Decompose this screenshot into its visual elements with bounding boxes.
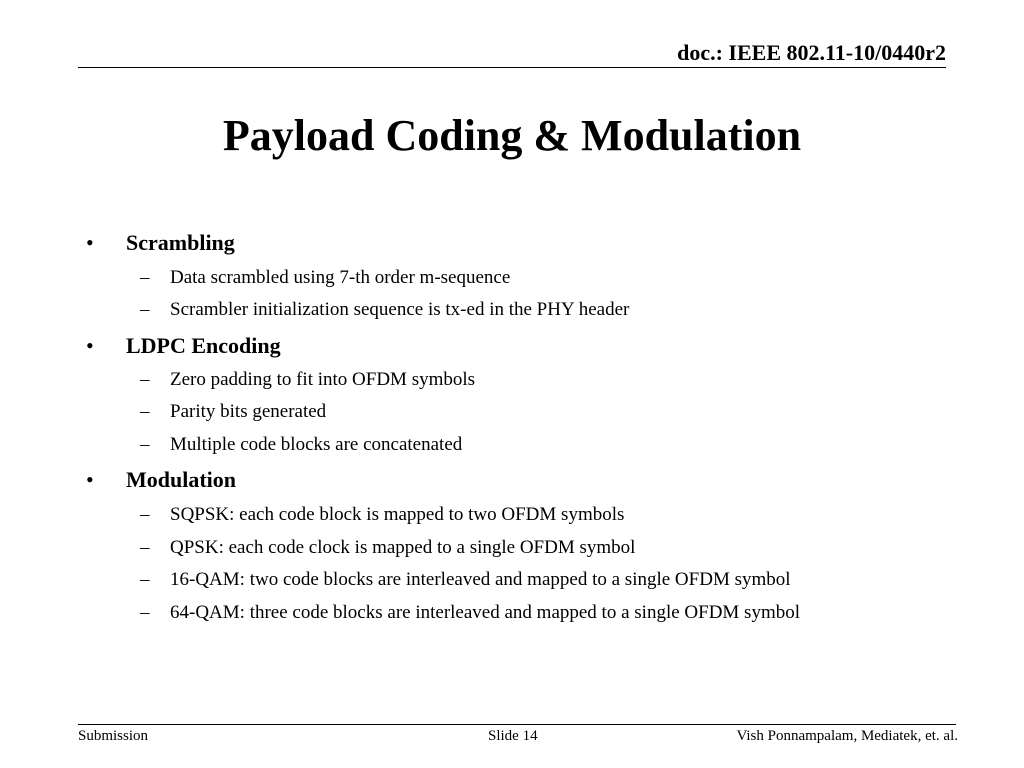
subbullet-text: Scrambler initialization sequence is tx-ed in the PHY header bbox=[170, 299, 630, 320]
document-id: doc.: IEEE 802.11-10/0440r2 bbox=[677, 40, 946, 65]
subbullet bbox=[140, 369, 475, 391]
footer-rule bbox=[78, 724, 956, 725]
subbullet bbox=[140, 602, 800, 624]
subbullet bbox=[140, 401, 326, 423]
subbullet bbox=[140, 504, 624, 526]
bullet-marker: • bbox=[86, 230, 94, 255]
footer-slide-number: Slide 14 bbox=[488, 728, 538, 744]
bullet-modulation bbox=[86, 467, 236, 493]
slide-title: Payload Coding & Modulation bbox=[222, 111, 802, 160]
footer-submission: Submission bbox=[78, 728, 149, 744]
bullet-scrambling bbox=[86, 230, 235, 256]
subbullet-marker: – bbox=[140, 537, 150, 558]
subbullet bbox=[140, 267, 510, 289]
subbullet-text: Multiple code blocks are concatenated bbox=[170, 434, 463, 455]
subbullet bbox=[140, 299, 629, 321]
bullet-label: Scrambling bbox=[126, 230, 235, 255]
subbullet bbox=[140, 569, 791, 591]
bullet-marker: • bbox=[86, 333, 94, 358]
subbullet-marker: – bbox=[140, 504, 150, 525]
subbullet-marker: – bbox=[140, 401, 150, 422]
subbullet-text: Data scrambled using 7-th order m-sequence bbox=[170, 267, 511, 288]
header-rule bbox=[78, 67, 946, 68]
subbullet-text: Parity bits generated bbox=[170, 401, 327, 422]
subbullet-text: QPSK: each code clock is mapped to a single OFDM symbol bbox=[170, 537, 636, 558]
subbullet-text: 64-QAM: three code blocks are interleaved and mapped to a single OFDM symbol bbox=[170, 602, 801, 623]
subbullet-marker: – bbox=[140, 299, 150, 320]
subbullet-marker: – bbox=[140, 369, 150, 390]
subbullet-marker: – bbox=[140, 434, 150, 455]
footer-authors: Vish Ponnampalam, Mediatek, et. al. bbox=[736, 728, 958, 744]
subbullet-marker: – bbox=[140, 602, 150, 623]
subbullet-marker: – bbox=[140, 267, 150, 288]
subbullet bbox=[140, 434, 462, 456]
subbullet-text: 16-QAM: two code blocks are interleaved and mapped to a single OFDM symbol bbox=[170, 569, 791, 590]
subbullet bbox=[140, 537, 635, 559]
subbullet-text: SQPSK: each code block is mapped to two OFDM symbols bbox=[170, 504, 625, 525]
bullet-marker: • bbox=[86, 467, 94, 492]
bullet-ldpc-encoding bbox=[86, 333, 281, 359]
bullet-label: Modulation bbox=[126, 467, 237, 492]
subbullet-marker: – bbox=[140, 569, 150, 590]
subbullet-text: Zero padding to fit into OFDM symbols bbox=[170, 369, 476, 390]
bullet-label: LDPC Encoding bbox=[126, 333, 281, 358]
